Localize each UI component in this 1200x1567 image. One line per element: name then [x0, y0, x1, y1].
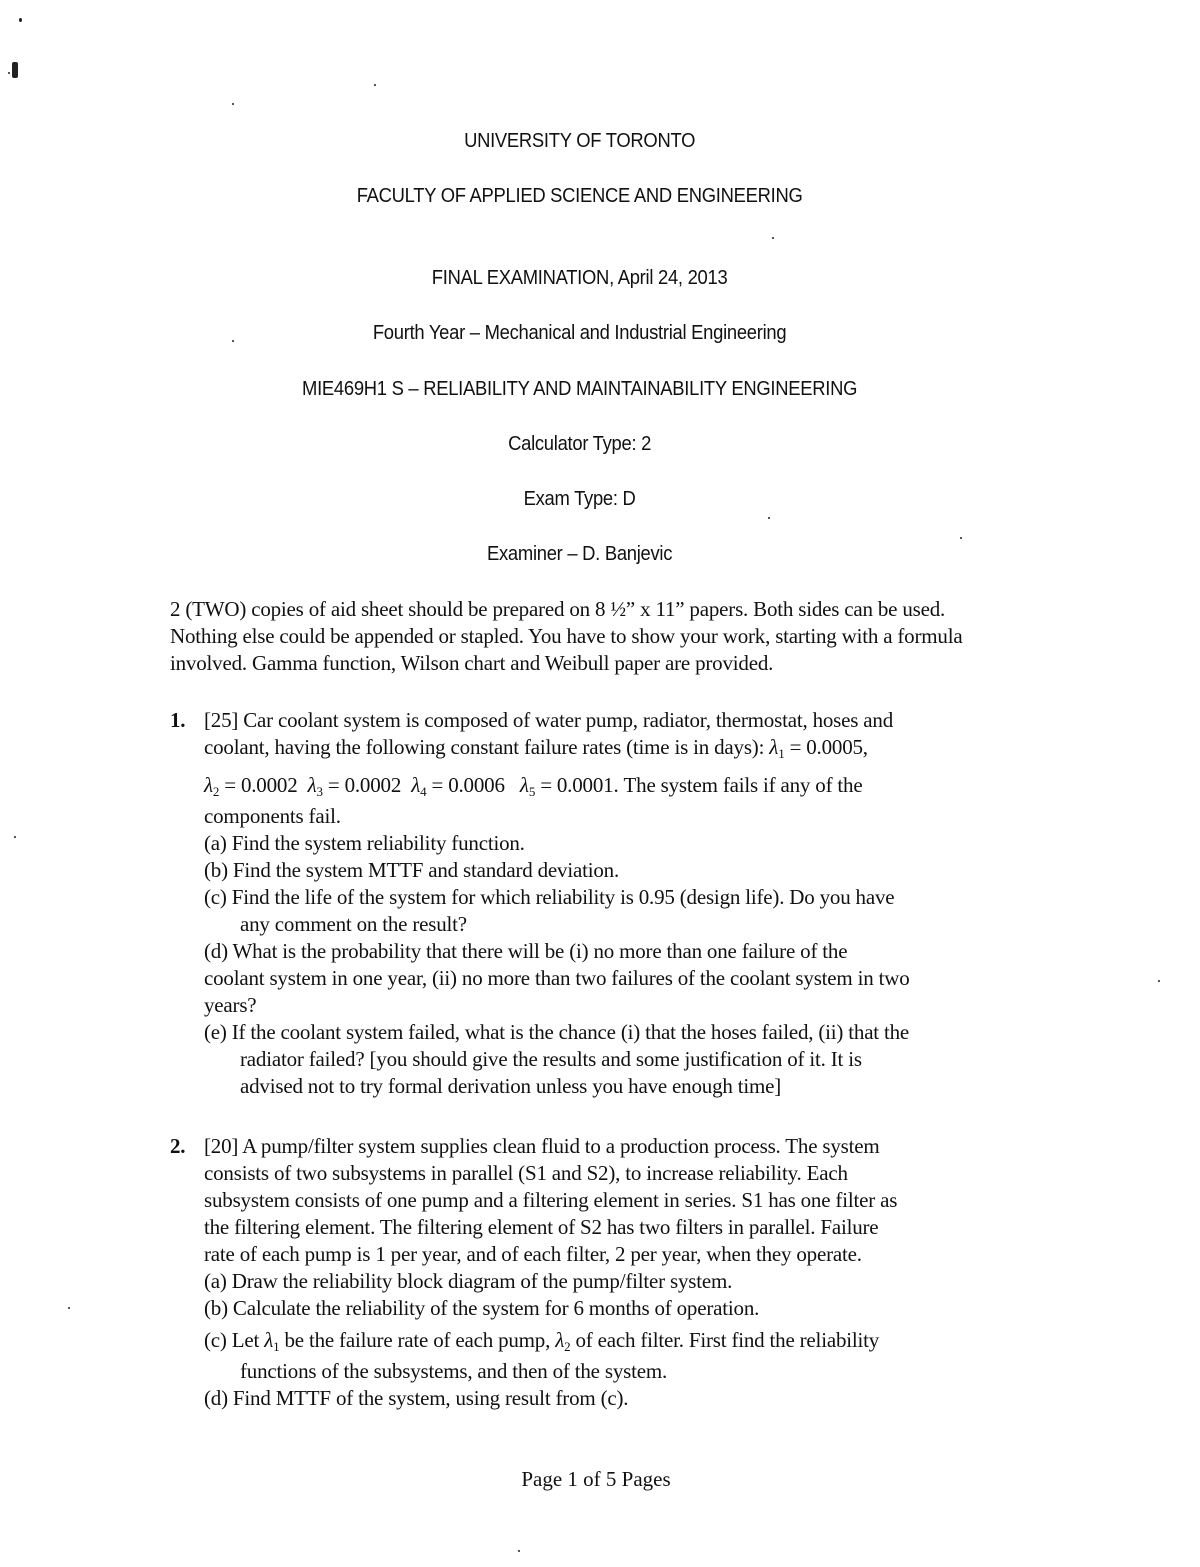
lambda-symbol: λ	[555, 1328, 565, 1352]
subquestion-d: (d) Find MTTF of the system, using result from (c).	[204, 1386, 629, 1410]
scan-speck	[19, 18, 22, 22]
scan-speck	[772, 237, 774, 239]
subquestion-d-cont: coolant system in one year, (ii) no more than two failures of the coolant system in two	[204, 966, 910, 990]
lambda-subscript: 4	[420, 784, 427, 799]
question-body	[204, 707, 1044, 1100]
scan-speck	[768, 517, 770, 519]
question-line: subsystem consists of one pump and a filtering element in series. S1 has one filter as	[204, 1188, 898, 1212]
instructions	[170, 596, 1130, 677]
question-line: components fail.	[204, 804, 341, 828]
question-line	[204, 734, 1044, 767]
lambda-subscript: 3	[316, 784, 323, 799]
subquestion-e: (e) If the coolant system failed, what is the chance (i) that the hoses failed, (ii) that the	[204, 1020, 910, 1044]
question-text: coolant, having the following constant failure rates (time is in days):	[204, 735, 770, 759]
rate-value: = 0.0005,	[784, 735, 868, 759]
lambda-subscript: 2	[212, 784, 220, 799]
subquestion-d: (d) What is the probability that there will be (i) no more than one failure of the	[204, 939, 848, 963]
exam-title: FINAL EXAMINATION, April 24, 2013	[431, 267, 728, 289]
subquestion-c-cont: any comment on the result?	[240, 912, 467, 936]
lambda-symbol: λ	[769, 735, 779, 759]
question-line: [25] Car coolant system is composed of water pump, radiator, thermostat, hoses and	[204, 708, 894, 732]
subquestion-e-cont: radiator failed? [you should give the results and some justification of it. It is	[240, 1047, 862, 1071]
question-number: 2.	[170, 1134, 186, 1158]
lambda-subscript: 1	[778, 746, 785, 761]
question-text: of each filter. First find the reliability	[570, 1328, 880, 1352]
lambda-symbol: λ	[411, 773, 421, 797]
program-year: Fourth Year – Mechanical and Industrial Engineering	[372, 322, 787, 344]
scan-speck	[518, 1550, 520, 1552]
subquestion-c: (c) Find the life of the system for which reliability is 0.95 (design life). Do you have	[204, 885, 895, 909]
lambda-symbol: λ	[204, 773, 213, 797]
scan-speck	[960, 537, 962, 539]
rate-value: = 0.0001	[535, 773, 614, 797]
subquestion-c-cont: functions of the subsystems, and then of the system.	[240, 1359, 668, 1383]
instructions-line: Nothing else could be appended or stapled. You have to show your work, starting with a formula	[170, 624, 963, 648]
question-text: . The system fails if any of the	[613, 773, 863, 797]
calculator-type: Calculator Type: 2	[508, 433, 652, 455]
scan-speck	[8, 72, 10, 74]
subquestion-e-cont: advised not to try formal derivation unless you have enough time]	[240, 1074, 782, 1098]
question-number: 1.	[170, 708, 186, 732]
lambda-subscript: 5	[528, 784, 536, 799]
lambda-subscript: 1	[273, 1339, 280, 1354]
scan-speck	[68, 1307, 70, 1309]
subquestion-a: (a) Find the system reliability function.	[204, 831, 525, 855]
subquestion-c	[204, 1322, 1044, 1358]
rate-value: = 0.0002	[219, 773, 298, 797]
exam-type: Exam Type: D	[523, 488, 636, 510]
question-line: consists of two subsystems in parallel (S1 and S2), to increase reliability. Each	[204, 1161, 848, 1185]
faculty-name: FACULTY OF APPLIED SCIENCE AND ENGINEERING	[356, 185, 803, 207]
rate-value: = 0.0006	[426, 773, 505, 797]
scan-speck	[12, 62, 18, 78]
scan-speck	[232, 103, 234, 105]
scan-speck	[1158, 980, 1160, 982]
instructions-line: involved. Gamma function, Wilson chart and Weibull paper are provided.	[170, 651, 774, 675]
subquestion-b: (b) Find the system MTTF and standard deviation.	[204, 858, 620, 882]
subquestion-d-cont: years?	[204, 993, 257, 1017]
question-text: (c) Let	[204, 1328, 265, 1352]
question-line: the filtering element. The filtering element of S2 has two filters in parallel. Failure	[204, 1215, 879, 1239]
question-line	[204, 767, 1044, 803]
question-text: be the failure rate of each pump,	[279, 1328, 556, 1352]
subquestion-a: (a) Draw the reliability block diagram of the pump/filter system.	[204, 1269, 733, 1293]
question-body	[204, 1133, 1044, 1412]
rate-value: = 0.0002	[322, 773, 402, 797]
scan-speck	[14, 836, 16, 838]
lambda-symbol: λ	[264, 1328, 274, 1352]
instructions-line: 2 (TWO) copies of aid sheet should be prepared on 8 ½” x 11” papers. Both sides can be used.	[170, 597, 946, 621]
lambda-symbol: λ	[307, 773, 317, 797]
lambda-subscript: 2	[564, 1339, 571, 1354]
question-line: rate of each pump is 1 per year, and of each filter, 2 per year, when they operate.	[204, 1242, 862, 1266]
question-line: [20] A pump/filter system supplies clean fluid to a production process. The system	[204, 1134, 880, 1158]
page-number: Page 1 of 5 Pages	[521, 1467, 671, 1491]
subquestion-b: (b) Calculate the reliability of the system for 6 months of operation.	[204, 1296, 760, 1320]
lambda-symbol: λ	[519, 773, 529, 797]
course-title: MIE469H1 S – RELIABILITY AND MAINTAINABILITY ENGINEERING	[302, 378, 858, 400]
scan-speck	[374, 84, 376, 86]
university-name: UNIVERSITY OF TORONTO	[464, 130, 696, 152]
examiner: Examiner – D. Banjevic	[487, 543, 673, 565]
